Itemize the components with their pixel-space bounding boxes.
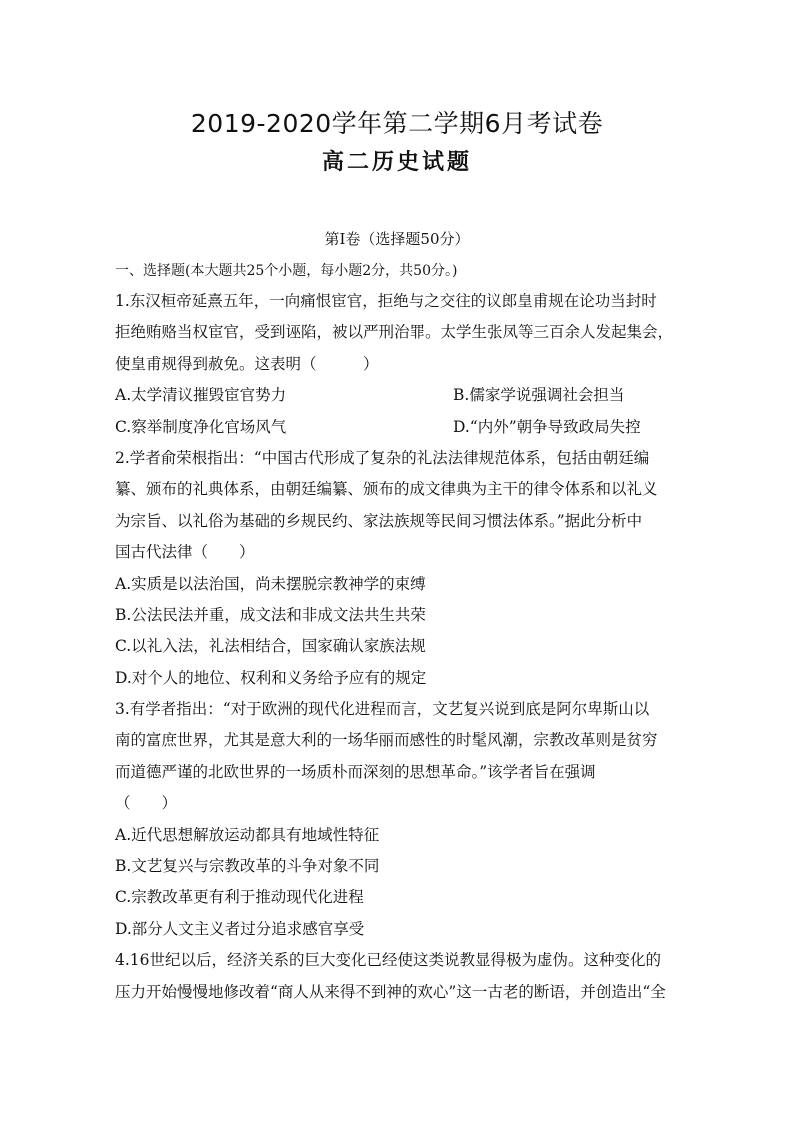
question-stem-line: 压力开始慢慢地修改着“商人从来得不到神的欢心”这一古老的断语，并创造出“全 [115, 982, 666, 1001]
option-d: D.对个人的地位、权利和义务给予应有的规定 [115, 668, 427, 687]
option-a: A.实质是以法治国，尚未摆脱宗教神学的束缚 [115, 574, 426, 593]
exam-subtitle: 高二历史试题 [321, 149, 472, 175]
option-c: C.宗教改革更有利于推动现代化进程 [115, 888, 364, 907]
option-c: C.以礼入法，礼法相结合，国家确认家族法规 [115, 637, 426, 656]
option-d: D.“内外”朝争导致政局失控 [453, 417, 641, 436]
option-a: A.近代思想解放运动都具有地域性特征 [115, 825, 380, 844]
question-stem-line: 1.东汉桓帝延熹五年，一向痛恨宦官，拒绝与之交往的议郎皇甫规在论功当封时 [115, 292, 657, 310]
question-stem-line: 而道德严谨的北欧世界的一场质朴而深刻的思想革命。”该学者旨在强调 [115, 762, 596, 781]
option-row [115, 380, 687, 411]
question-4 [115, 945, 687, 1008]
question-stem-line: 4.16世纪以后，经济关系的巨大变化已经使这类说教显得极为虚伪。这种变化的 [115, 951, 662, 970]
option-c: C.察举制度净化官场风气 [115, 417, 287, 436]
option-b: B.公法民法并重，成文法和非成文法共生共荣 [115, 605, 426, 624]
option-b: B.儒家学说强调社会担当 [453, 386, 625, 405]
question-stem-line: 拒绝贿赂当权宦官，受到诬陷，被以严刑治罪。太学生张凤等三百余人发起集会， [115, 323, 674, 342]
question-3 [115, 694, 687, 945]
exam-title: 2019-2020学年第二学期6月考试卷 [190, 109, 604, 138]
option-row [115, 412, 687, 443]
option-d: D.部分人文主义者过分追求感官享受 [115, 919, 365, 938]
question-2 [115, 443, 687, 694]
option-a: A.太学清议摧毁宦官势力 [115, 386, 287, 405]
question-stem-line: 使皇甫规得到赦免。这表明（ ） [115, 354, 379, 373]
question-stem-line: （ ） [115, 794, 178, 813]
option-b: B.文艺复兴与宗教改革的斗争对象不同 [115, 857, 380, 876]
section-intro: 一、选择题(本大题共25个小题，每小题2分，共50分。) [115, 263, 458, 279]
question-stem-line: 南的富庶世界，尤其是意大利的一场华丽而感性的时髦风潮，宗教改革则是贫穷 [115, 731, 658, 750]
question-1 [115, 286, 687, 443]
section-title: 第Ⅰ卷（选择题50分） [324, 230, 470, 248]
question-stem-line: 3.有学者指出：“对于欧洲的现代化进程而言，文艺复兴说到底是阿尔卑斯山以 [115, 700, 650, 719]
question-stem-line: 纂、颁布的礼典体系，由朝廷编纂、颁布的成文律典为主干的律令体系和以礼义 [115, 480, 658, 499]
questions-body [115, 286, 687, 1008]
question-stem-line: 2.学者俞荣根指出：“中国古代形成了复杂的礼法法律规范体系，包括由朝廷编 [115, 448, 650, 467]
question-stem-line: 国古代法律（ ） [115, 543, 255, 562]
question-stem-line: 为宗旨、以礼俗为基础的乡规民约、家法族规等民间习惯法体系。”据此分析中 [115, 511, 643, 530]
